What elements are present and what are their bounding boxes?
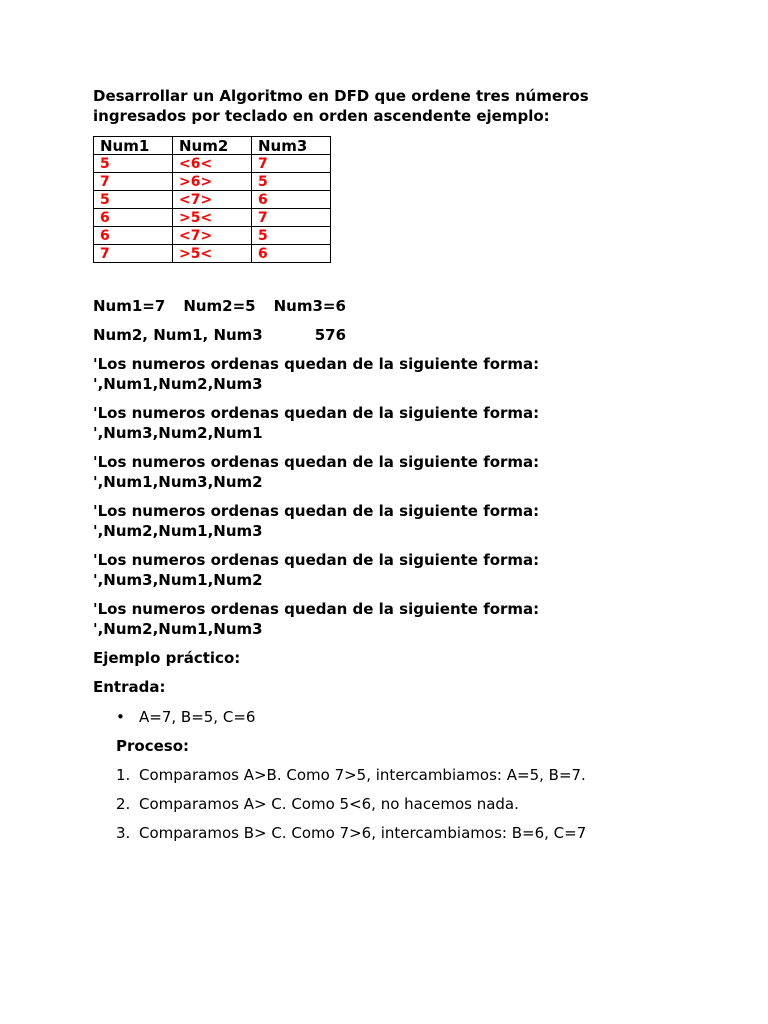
order-label: Num2, Num1, Num3	[93, 326, 263, 344]
table-row	[94, 245, 331, 263]
document-title	[93, 86, 693, 126]
table-cell: 7	[252, 209, 331, 227]
table-cell: 6	[94, 227, 173, 245]
step-number: 1.	[116, 766, 131, 784]
table-row	[94, 155, 331, 173]
table-row	[94, 173, 331, 191]
numbers-table	[93, 136, 331, 263]
table-row	[94, 191, 331, 209]
step-number: 2.	[116, 795, 131, 813]
table-cell: 5	[252, 227, 331, 245]
message-text: 'Los numeros ordenas quedan de la siguiente forma:	[93, 502, 540, 520]
table-cell: 7	[252, 155, 331, 173]
table-cell: 7	[94, 173, 173, 191]
example-heading: Ejemplo práctico:	[93, 649, 241, 667]
table-row	[94, 209, 331, 227]
input-bullet-item	[93, 707, 693, 727]
input-heading: Entrada:	[93, 678, 166, 696]
output-message	[93, 354, 693, 394]
message-text: 'Los numeros ordenas quedan de la siguiente forma:	[93, 600, 540, 618]
table-header-num2: Num2	[173, 137, 252, 155]
input-value: A=7, B=5, C=6	[139, 708, 256, 726]
message-text: 'Los numeros ordenas quedan de la siguiente forma:	[93, 404, 540, 422]
step-text: Comparamos A>B. Como 7>5, intercambiamos: A=5, B=7.	[139, 766, 586, 784]
message-vars: ',Num1,Num2,Num3	[93, 375, 263, 393]
title-line-2: ingresados por teclado en orden ascendente ejemplo:	[93, 107, 550, 125]
message-vars: ',Num3,Num2,Num1	[93, 424, 263, 442]
assignment-num1: Num1=7	[93, 297, 166, 315]
document-page	[93, 86, 693, 843]
process-heading: Proceso:	[116, 737, 189, 755]
table-cell: >6>	[173, 173, 252, 191]
message-vars: ',Num3,Num1,Num2	[93, 571, 263, 589]
output-message	[93, 403, 693, 443]
step-number: 3.	[116, 824, 131, 842]
table-row	[94, 227, 331, 245]
title-line-1: Desarrollar un Algoritmo en DFD que ordene tres números	[93, 87, 589, 105]
order-value: 576	[314, 326, 347, 344]
table-cell: 6	[252, 245, 331, 263]
table-cell: >5<	[173, 245, 252, 263]
output-message	[93, 452, 693, 492]
message-vars: ',Num2,Num1,Num3	[93, 620, 263, 638]
process-step	[93, 794, 693, 814]
output-message	[93, 599, 693, 639]
table-header-row	[94, 137, 331, 155]
message-text: 'Los numeros ordenas quedan de la siguiente forma:	[93, 551, 540, 569]
output-message	[93, 501, 693, 541]
output-message	[93, 550, 693, 590]
message-text: 'Los numeros ordenas quedan de la siguiente forma:	[93, 355, 540, 373]
table-header-num1: Num1	[94, 137, 173, 155]
order-line	[93, 325, 693, 345]
table-cell: <7>	[173, 227, 252, 245]
message-vars: ',Num1,Num3,Num2	[93, 473, 263, 491]
step-text: Comparamos B> C. Como 7>6, intercambiamos: B=6, C=7	[139, 824, 587, 842]
table-cell: 7	[94, 245, 173, 263]
table-cell: 6	[252, 191, 331, 209]
assignment-num2: Num2=5	[183, 297, 256, 315]
table-cell: 5	[94, 155, 173, 173]
process-step	[93, 823, 693, 843]
step-text: Comparamos A> C. Como 5<6, no hacemos nada.	[139, 795, 519, 813]
table-cell: 5	[94, 191, 173, 209]
table-header-num3: Num3	[252, 137, 331, 155]
table-cell: 6	[94, 209, 173, 227]
assignment-num3: Num3=6	[273, 297, 346, 315]
message-text: 'Los numeros ordenas quedan de la siguiente forma:	[93, 453, 540, 471]
assignment-line	[93, 296, 693, 316]
message-vars: ',Num2,Num1,Num3	[93, 522, 263, 540]
table-cell: <7>	[173, 191, 252, 209]
table-cell: <6<	[173, 155, 252, 173]
table-cell: 5	[252, 173, 331, 191]
table-cell: >5<	[173, 209, 252, 227]
process-step	[93, 765, 693, 785]
bullet-icon: •	[116, 708, 125, 726]
